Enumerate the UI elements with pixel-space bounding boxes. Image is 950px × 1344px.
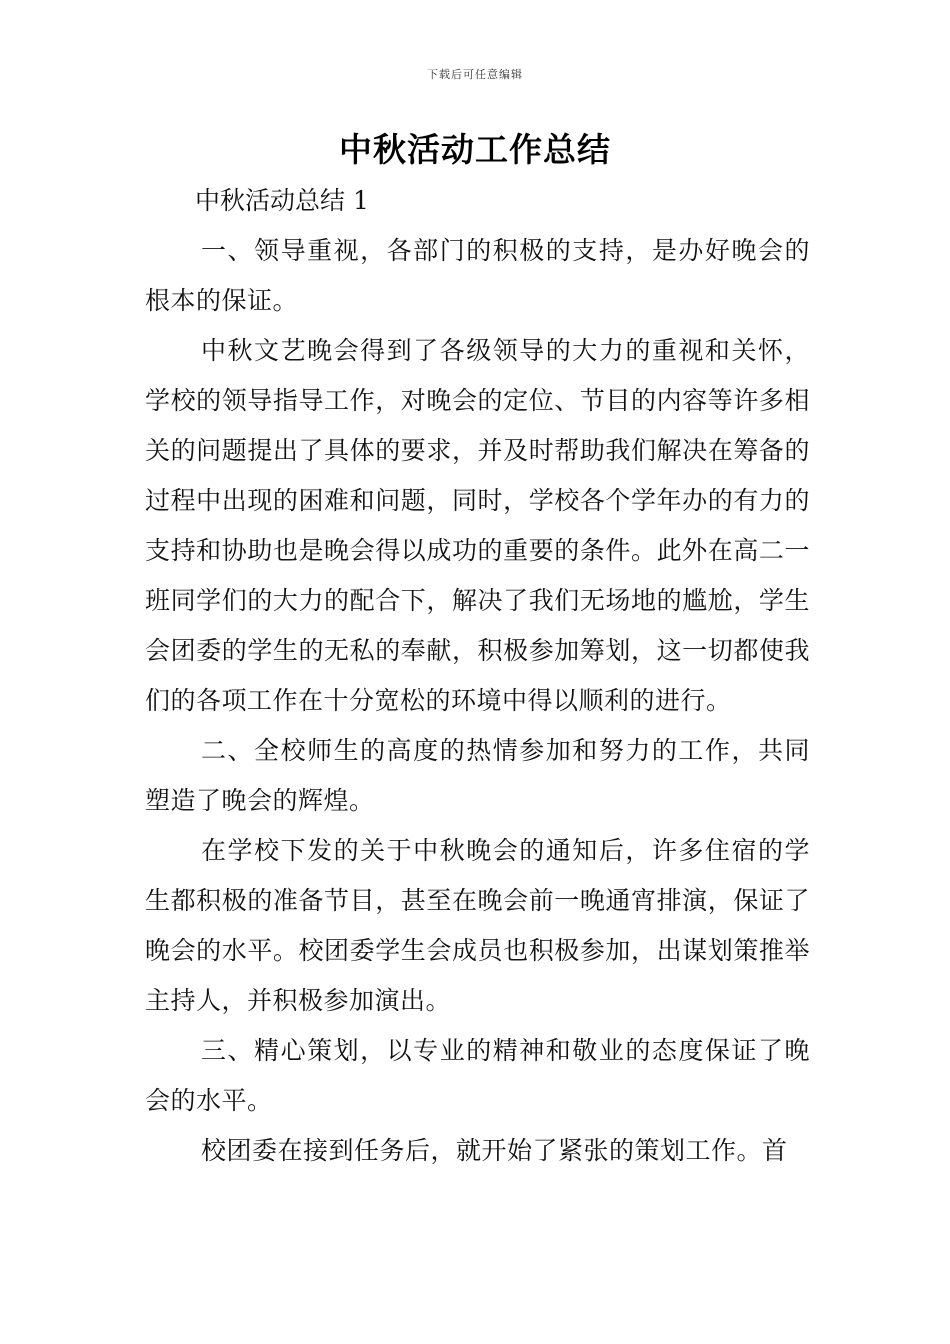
paragraph: 三、精心策划，以专业的精神和敬业的态度保证了晚会的水平。 (145, 1036, 810, 1115)
header-note: 下载后可任意编辑 (427, 68, 523, 81)
paragraph: 校团委在接到任务后，就开始了紧张的策划工作。首 (201, 1136, 788, 1165)
section-subtitle: 中秋活动总结 1 (195, 186, 369, 215)
paragraph: 一、领导重视，各部门的积极的支持，是办好晚会的根本的保证。 (145, 236, 810, 315)
document-title: 中秋活动工作总结 (339, 130, 611, 169)
document-body (145, 176, 810, 1176)
paragraph: 中秋文艺晚会得到了各级领导的大力的重视和关怀，学校的领导指导工作，对晚会的定位、节目的内容等许多相关的问题提出了具体的要求，并及时帮助我们解决在筹备的过程中出现的困难和问题，同时，学校各个学年办的有力的支持和协助也是晚会得以成功的重要的条件。此外在高二一班同学们的大力的配合下，解决了我们无场地的尴尬，学生会团委的学生的无私的奉献，积极参加筹划，这一切都使我们的各项工作在十分宽松的环境中得以顺利的进行。 (145, 336, 810, 715)
paragraph: 二、全校师生的高度的热情参加和努力的工作，共同塑造了晚会的辉煌。 (145, 736, 810, 815)
paragraph: 在学校下发的关于中秋晚会的通知后，许多住宿的学生都积极的准备节目，甚至在晚会前一晚通宵排演，保证了晚会的水平。校团委学生会成员也积极参加，出谋划策推举主持人，并积极参加演出。 (145, 836, 810, 1015)
